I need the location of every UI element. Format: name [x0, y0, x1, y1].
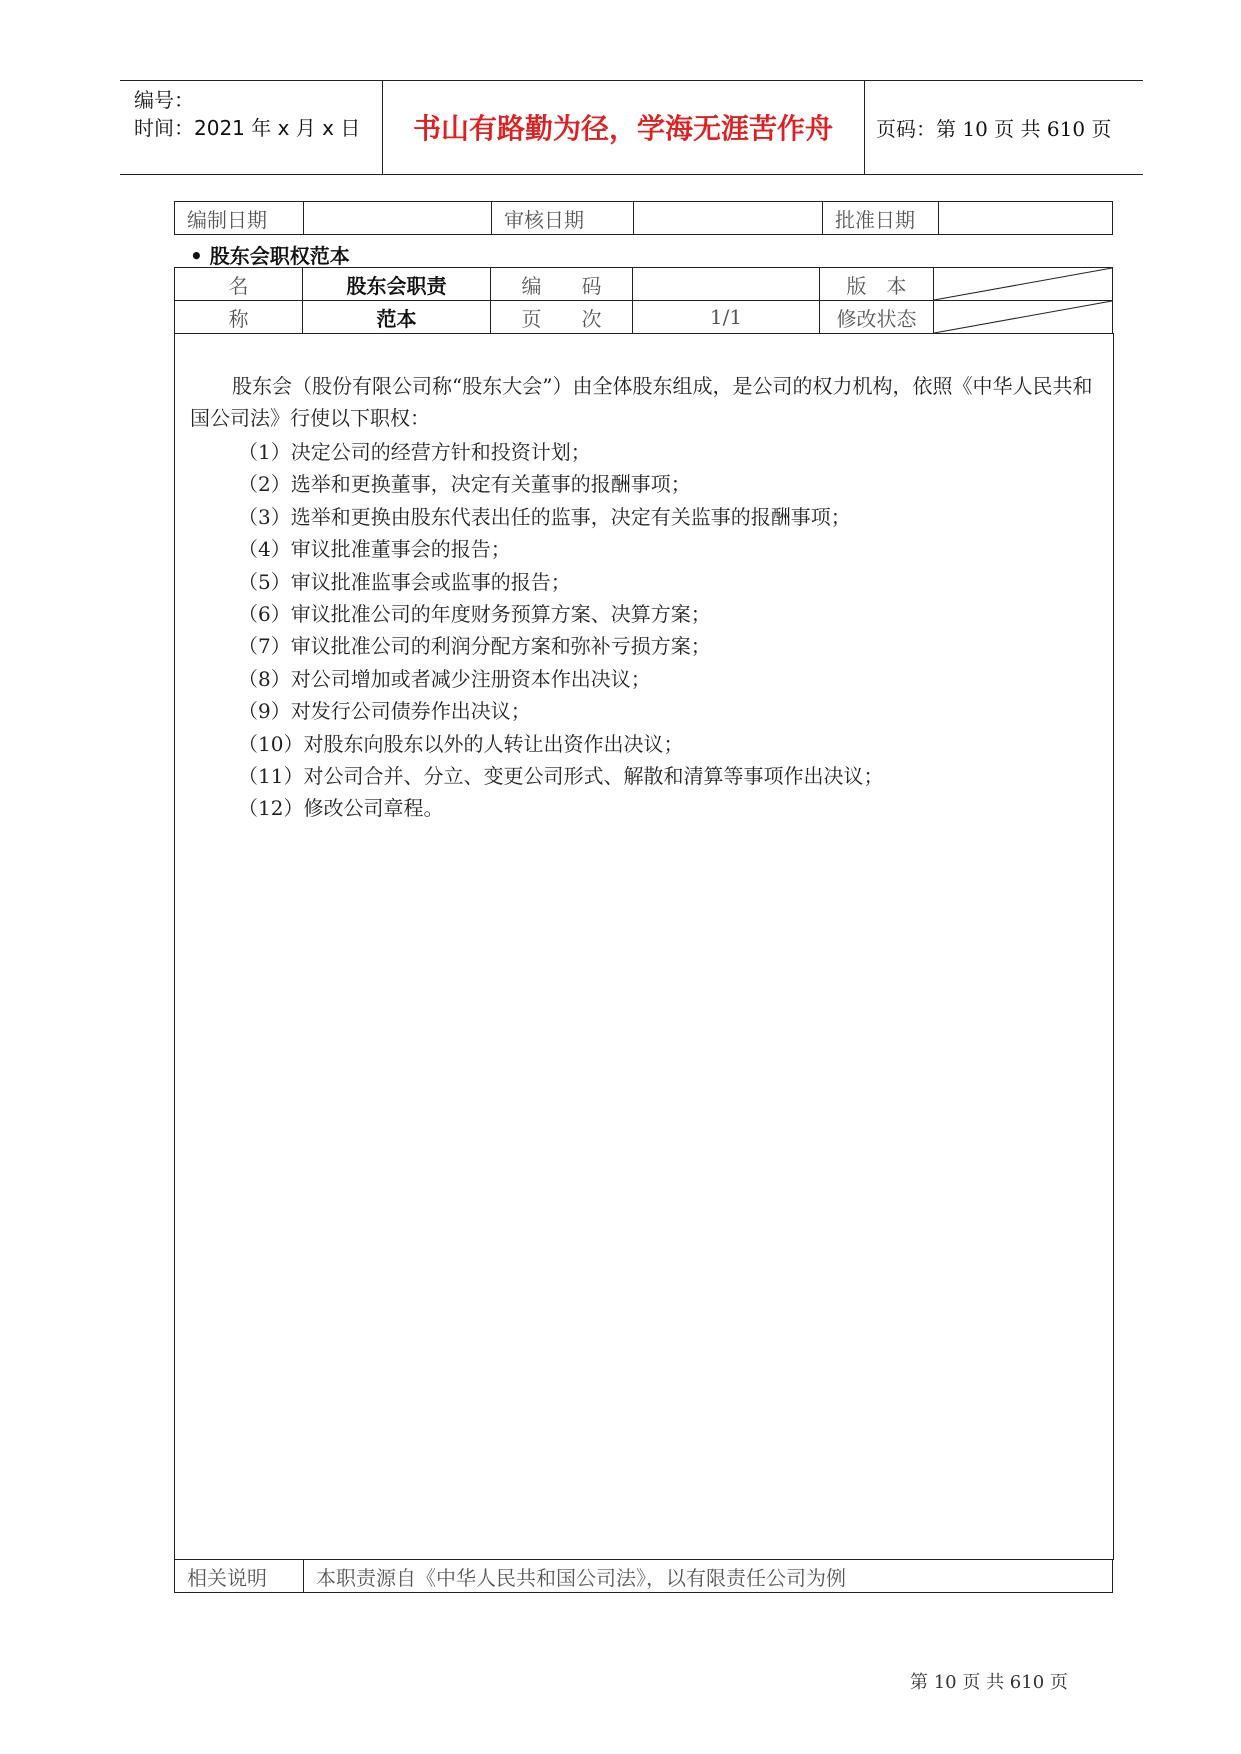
review-date-value [634, 202, 823, 235]
status-value-slash [934, 301, 1113, 334]
review-date-label: 审核日期 [492, 202, 634, 235]
diagonal-slash-icon [934, 301, 1112, 333]
list-item: （1）决定公司的经营方针和投资计划； [238, 440, 591, 464]
list-item: （10）对股东向股东以外的人转让出资作出决议； [238, 731, 684, 756]
header-page-info: 页码：第 10 页 共 610 页 [876, 116, 1112, 141]
page-label: 页 次 [491, 301, 633, 334]
list-item: （12）修改公司章程。 [238, 796, 444, 821]
list-item: （4）审议批准董事会的报告； [238, 537, 511, 562]
section-title: • 股东会职权范本 [190, 244, 350, 268]
approve-date-value [939, 202, 1113, 235]
name-label-bottom: 称 [175, 301, 303, 334]
info-table [174, 267, 1113, 334]
list-item: （8）对公司增加或者减少注册资本作出决议； [238, 666, 651, 691]
compile-date-value [304, 202, 492, 235]
list-item: （5）审议批准监事会或监事的报告； [238, 569, 571, 594]
name-value-bottom: 范本 [303, 301, 491, 334]
list-item: （2）选举和更换董事，决定有关董事的报酬事项； [238, 472, 691, 497]
status-label: 修改状态 [820, 301, 934, 334]
list-item: （11）对公司合并、分立、变更公司形式、解散和清算等事项作出决议； [238, 764, 884, 789]
version-label: 版 本 [820, 268, 934, 301]
page-value: 1/1 [633, 301, 820, 334]
meta-table [174, 201, 1113, 235]
diagonal-slash-icon [934, 268, 1112, 300]
approve-date-label: 批准日期 [823, 202, 939, 235]
doc-time-label: 时间：2021 年 x 月 x 日 [134, 116, 361, 140]
name-value-top: 股东会职责 [303, 268, 491, 301]
note-value: 本职责源自《中华人民共和国公司法》，以有限责任公司为例 [304, 1560, 1113, 1593]
list-item: （3）选举和更换由股东代表出任的监事，决定有关监事的报酬事项； [238, 504, 851, 529]
list-item: （7）审议批准公司的利润分配方案和弥补亏损方案； [238, 634, 711, 659]
header-divider-right [864, 80, 865, 174]
doc-number-label: 编号： [134, 88, 194, 112]
code-value [633, 268, 820, 301]
note-label: 相关说明 [175, 1560, 304, 1593]
duties-list [238, 436, 883, 825]
header-bottom-rule [120, 174, 1143, 175]
version-value-slash [934, 268, 1113, 301]
page-footer: 第 10 页 共 610 页 [910, 1672, 1068, 1693]
footer-note-table [174, 1559, 1113, 1593]
intro-paragraph: 股东会（股份有限公司称“股东大会”）由全体股东组成，是公司的权力机构，依照《中华人民共和国公司法》行使以下职权： [190, 374, 1093, 430]
compile-date-label: 编制日期 [175, 202, 304, 235]
list-item: （9）对发行公司债券作出决议； [238, 699, 531, 724]
name-label-top: 名 [175, 268, 303, 301]
list-item: （6）审议批准公司的年度财务预算方案、决算方案； [238, 602, 711, 627]
header-motto: 书山有路勤为径，学海无涯苦作舟 [412, 112, 833, 145]
code-label: 编 码 [491, 268, 633, 301]
